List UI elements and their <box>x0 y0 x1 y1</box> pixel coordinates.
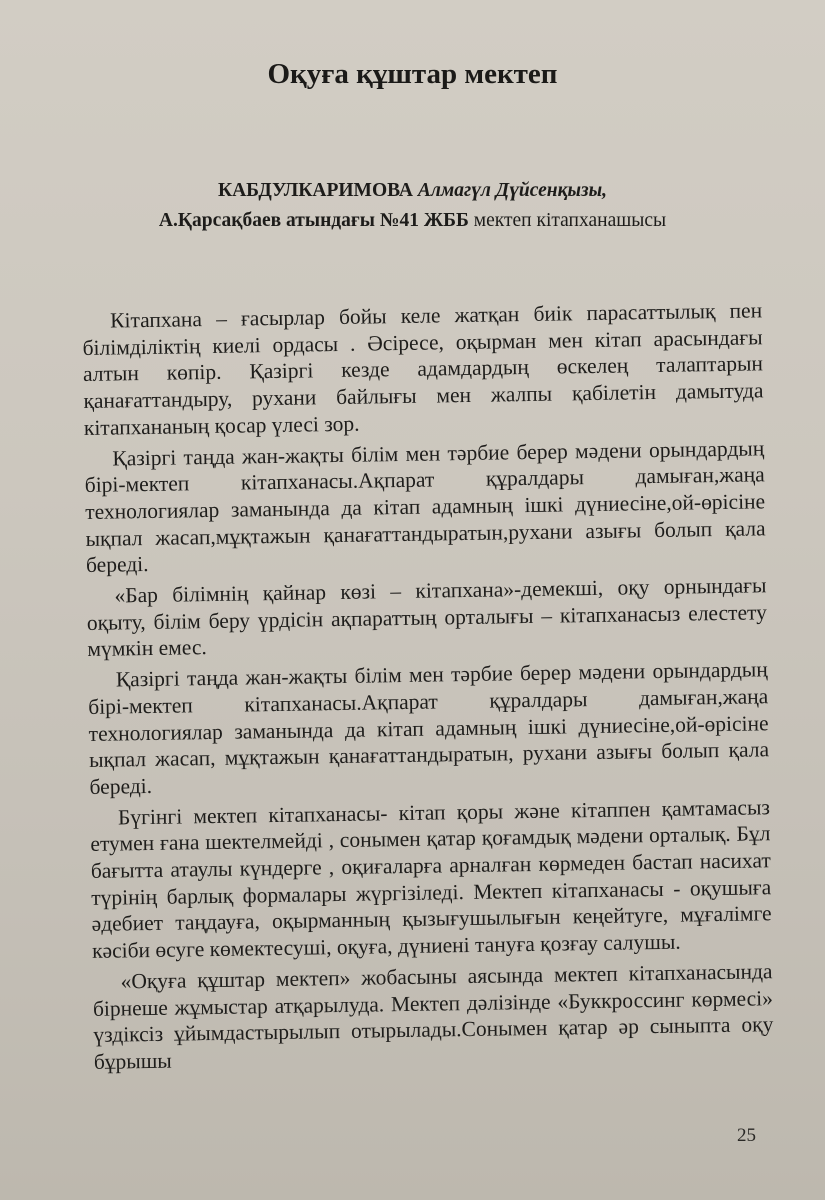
page-number: 25 <box>737 1125 756 1146</box>
author-affiliation-line <box>0 206 825 236</box>
paragraph: Қазіргі таңда жан-жақты білім мен тәрбие берер мәдени орындардың бірі-мектеп кітапханасы.Ақпарат құралдары дамыған,жаңа технологиялар заманында да кітап адамның ішкі дүниесіне,ой-өрісіне ықпал жасап, мұқтажын қанағаттандыратын, рухани азығы болып қала береді. <box>88 657 770 799</box>
paragraph: Қазіргі таңда жан-жақты білім мен тәрбие берер мәдени орындардың бірі-мектеп кітапханасы.Ақпарат құралдары дамыған,жаңа технологиялар заманында да кітап адамның ішкі дүниесіне,ой-өрісіне ықпал жасап,мұқтажын қанағаттандыратын,рухани азығы болып қала береді. <box>84 435 766 578</box>
author-school: А.Қарсақбаев атындағы №41 ЖББ <box>158 210 469 231</box>
page-title: Оқуға құштар мектеп <box>267 58 558 90</box>
paragraph: «Оқуға құштар мектеп» жобасыны аясында мектеп кітапханасында бірнеше жұмыстар атқарылуда. Мектеп дәлізінде «Буккроссинг көрмесі» үздіксіз ұйымдастырылып отырылады.Сонымен қатар әр сыныпта оқу бұрышы <box>92 959 774 1074</box>
author-surname: КАБДУЛКАРИМОВА <box>217 180 413 201</box>
author-position: мектеп кітапханашысы <box>473 210 667 231</box>
article-body <box>82 297 774 1079</box>
paragraph: «Бар білімнің қайнар көзі – кітапхана»-демекші, оқу орнындағы оқыту, білім беру үрдісін ақпараттың орталығы – кітапханасыз елестету мүмкін емес. <box>86 573 768 662</box>
author-name-line <box>0 176 825 206</box>
author-given-name: Алмагүл Дүйсенқызы, <box>417 180 608 201</box>
paragraph: Бүгінгі мектеп кітапханасы- кітап қоры және кітаппен қамтамасыз етумен ғана шектелмейді , сонымен қатар қоғамдық мәдени орталық. Бұл бағытта атаулы күндерге , оқиғаларға арналған көрмеден бастап насихат түрінің барлық формалары жүргізіледі. Мектеп кітапханасы - оқушыға әдебиет таңдауға, оқырманның қызығушылығын кеңейтуге, мұғалімге кәсіби өсуге көмектесуші, оқуға, дүниені тануға қозғау салушы. <box>90 794 772 964</box>
paragraph: Кітапхана – ғасырлар бойы келе жатқан биік парасаттылық пен білімділіктің киелі ордасы . Әсіресе, оқырман мен кітап арасындағы алтын көпір. Қазіргі кезде адамдардың өскелең талаптарын қанағаттандыру, рухани байлығы мен жалпы қабілетін дамытуда кітапхананың қосар үлесі зор. <box>82 298 764 440</box>
author-block <box>0 176 825 236</box>
